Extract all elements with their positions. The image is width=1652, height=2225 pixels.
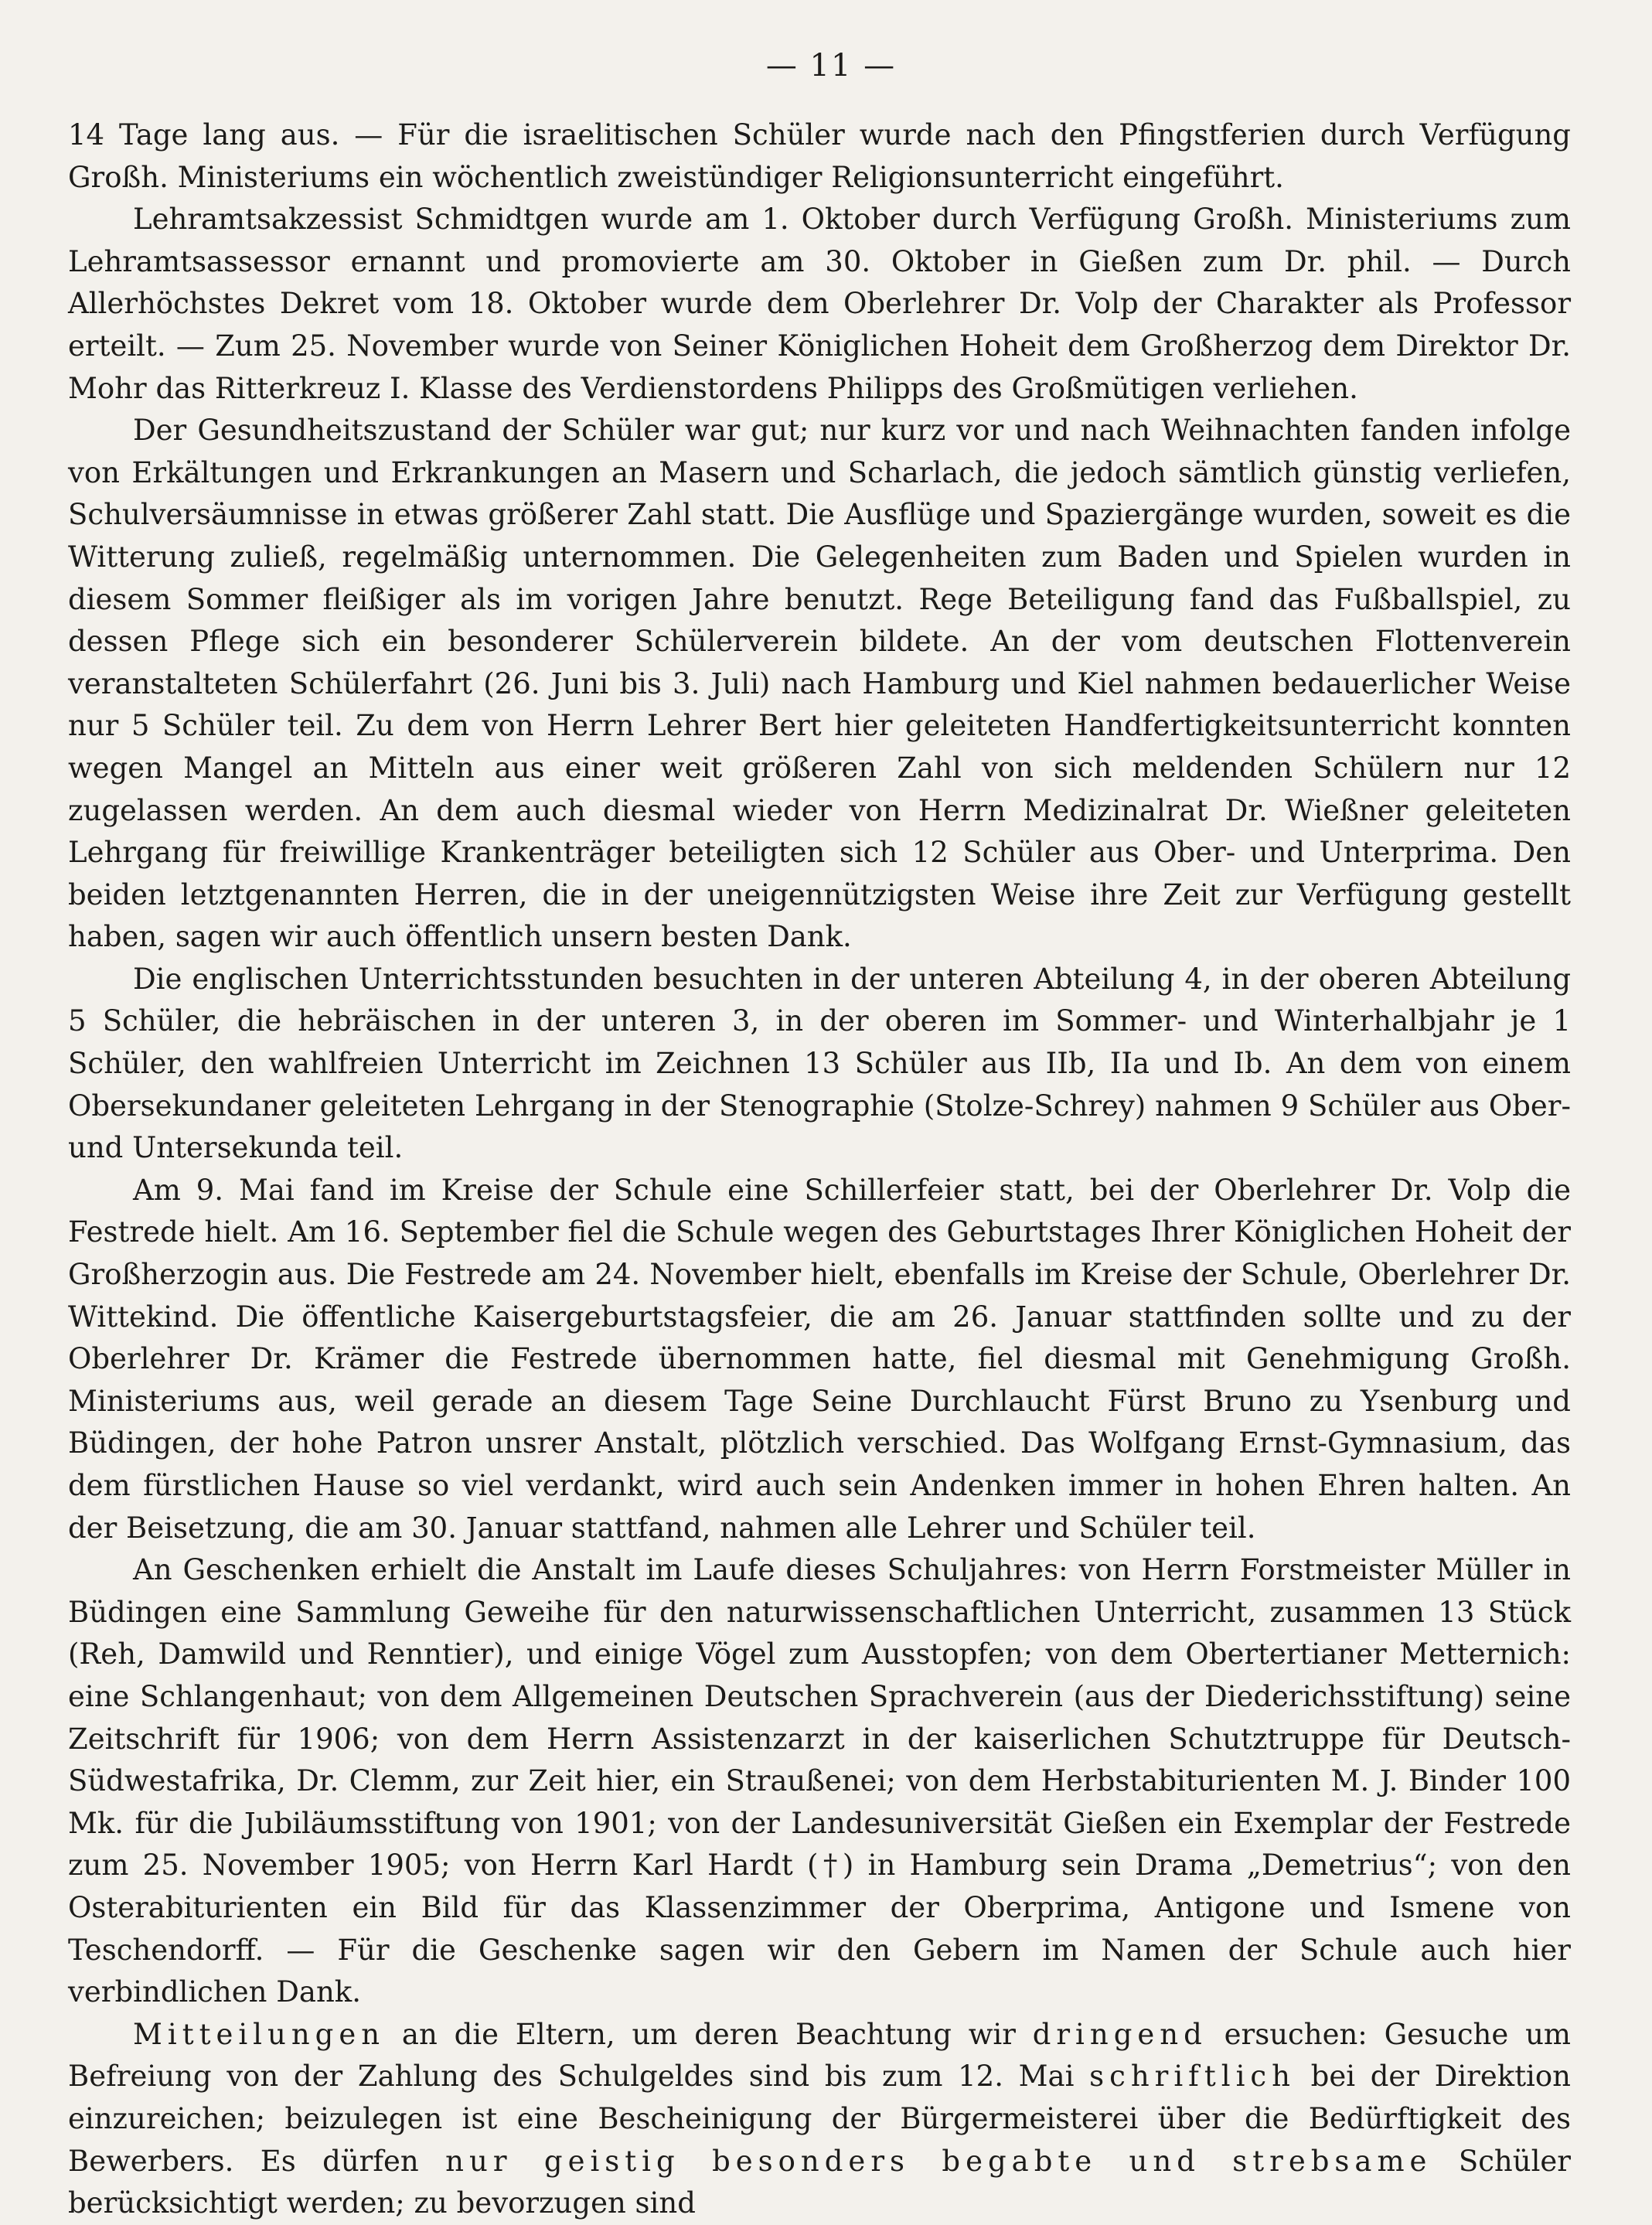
body-text bbox=[68, 114, 1571, 2225]
notice-text: Schüler berücksichtigt werden; zu bevorzugen sind bbox=[68, 2144, 1571, 2220]
emphasis-gifted: nur geistig besonders begabte und strebsame bbox=[445, 2144, 1432, 2178]
emphasis-written: schriftlich bbox=[1089, 2060, 1296, 2094]
page-number: — 11 — bbox=[765, 48, 897, 83]
notice-text: ersuchen: Gesuche um Befreiung von der Zahlung des Schulgeldes sind bis zum 12. Mai bbox=[68, 2017, 1572, 2094]
paragraph-health-activities: Der Gesundheitszustand der Schüler war gut; nur kurz vor und nach Weihnachten fanden infolge von Erkältungen und Erkrankungen an Masern und Scharlach, die jedoch sämtlich günstig verliefen, Schulversäumnisse in etwas größerer Zahl statt. Die Ausflüge und Spaziergänge wurden, soweit es die Witterung zuließ, regelmäßig unternommen. Die Gelegenheiten zum Baden und Spielen wurden in diesem Sommer fleißiger als im vorigen Jahre benutzt. Rege Beteiligung fand das Fußballspiel, zu dessen Pflege sich ein besonderer Schülerverein bildete. An der vom deutschen Flottenverein veranstalteten Schülerfahrt (26. Juni bis 3. Juli) nach Hamburg und Kiel nahmen bedauerlicher Weise nur 5 Schüler teil. Zu dem von Herrn Lehrer Bert hier geleiteten Handfertigkeitsunterricht konnten wegen Mangel an Mitteln aus einer weit größeren Zahl von sich meldenden Schülern nur 12 zugelassen werden. An dem auch diesmal wieder von Herrn Medizinalrat Dr. Wießner geleiteten Lehrgang für freiwillige Krankenträger beteiligten sich 12 Schüler aus Ober- und Unterprima. Den beiden letztgenannten Herren, die in der uneigennützigsten Weise ihre Zeit zur Verfügung gestellt haben, sagen wir auch öffentlich unsern besten Dank. bbox=[68, 414, 1571, 954]
notice-heading: Mitteilungen bbox=[133, 2017, 386, 2051]
notice-text: bei der Direktion einzureichen; beizulegen ist eine Bescheinigung der Bürgermeisterei über die Bedürftigkeit des Bewerbers. Es dürfen bbox=[68, 2060, 1571, 2178]
paragraph-parent-notices bbox=[68, 2014, 1571, 2225]
paragraph-staff-changes: Lehramtsakzessist Schmidtgen wurde am 1. Oktober durch Verfügung Großh. Ministeriums zum Lehramtsassessor ernannt und promovierte am 30. Oktober in Gießen zum Dr. phil. — Durch Allerhöchstes Dekret vom 18. Oktober wurde dem Oberlehrer Dr. Volp der Charakter als Professor erteilt. — Zum 25. November wurde von Seiner Königlichen Hoheit dem Großherzog dem Direktor Dr. Mohr das Ritterkreuz I. Klasse des Verdienstordens Philipps des Großmütigen verliehen. bbox=[68, 203, 1571, 405]
paragraph-celebrations: Am 9. Mai fand im Kreise der Schule eine Schillerfeier statt, bei der Oberlehrer Dr. Volp die Festrede hielt. Am 16. September fiel die Schule wegen des Geburtstages Ihrer Königlichen Hoheit der Großherzogin aus. Die Festrede am 24. November hielt, ebenfalls im Kreise der Schule, Oberlehrer Dr. Wittekind. Die öffentliche Kaisergeburtstagsfeier, die am 26. Januar stattfinden sollte und zu der Oberlehrer Dr. Krämer die Festrede übernommen hatte, fiel diesmal mit Genehmigung Großh. Ministeriums aus, weil gerade an diesem Tage Seine Durchlaucht Fürst Bruno zu Ysenburg und Büdingen, der hohe Patron unsrer Anstalt, plötzlich verschied. Das Wolfgang Ernst-Gymnasium, das dem fürstlichen Hause so viel verdankt, wird auch sein Andenken immer in hohen Ehren halten. An der Beisetzung, die am 30. Januar stattfand, nahmen alle Lehrer und Schüler teil. bbox=[68, 1173, 1571, 1545]
emphasis-urgent: dringend bbox=[1032, 2017, 1207, 2051]
paragraph-religion-lessons: 14 Tage lang aus. — Für die israelitischen Schüler wurde nach den Pfingstferien durch Verfügung Großh. Ministeriums ein wöchentlich zweistündiger Religionsunterricht eingeführt. bbox=[68, 118, 1571, 194]
notice-text: an die Eltern, um deren Beachtung wir bbox=[385, 2017, 1033, 2051]
paragraph-gifts: An Geschenken erhielt die Anstalt im Laufe dieses Schuljahres: von Herrn Forstmeister Müller in Büdingen eine Sammlung Geweihe für den naturwissenschaftlichen Unterricht, zusammen 13 Stück (Reh, Damwild und Renntier), und einige Vögel zum Ausstopfen; von dem Obertertianer Metternich: eine Schlangenhaut; von dem Allgemeinen Deutschen Sprachverein (aus der Diederichsstiftung) seine Zeitschrift für 1906; von dem Herrn Assistenzarzt in der kaiserlichen Schutztruppe für Deutsch-Südwestafrika, Dr. Clemm, zur Zeit hier, ein Straußenei; von dem Herbstabiturienten M. J. Binder 100 Mk. für die Jubiläumsstiftung von 1901; von der Landesuniversität Gießen ein Exemplar der Festrede zum 25. November 1905; von Herrn Karl Hardt (†) in Hamburg sein Drama „Demetrius“; von den Osterabiturienten ein Bild für das Klassenzimmer der Oberprima, Antigone und Ismene von Teschendorff. — Für die Geschenke sagen wir den Gebern im Namen der Schule auch hier verbindlichen Dank. bbox=[68, 1553, 1571, 2009]
paragraph-optional-lessons: Die englischen Unterrichtsstunden besuchten in der unteren Abteilung 4, in der oberen Abteilung 5 Schüler, die hebräischen in der unteren 3, in der oberen im Sommer- und Winterhalbjahr je 1 Schüler, den wahlfreien Unterricht im Zeichnen 13 Schüler aus IIb, IIa und Ib. An dem von einem Obersekundaner geleiteten Lehrgang in der Stenographie (Stolze-Schrey) nahmen 9 Schüler aus Ober- und Untersekunda teil. bbox=[68, 962, 1571, 1165]
